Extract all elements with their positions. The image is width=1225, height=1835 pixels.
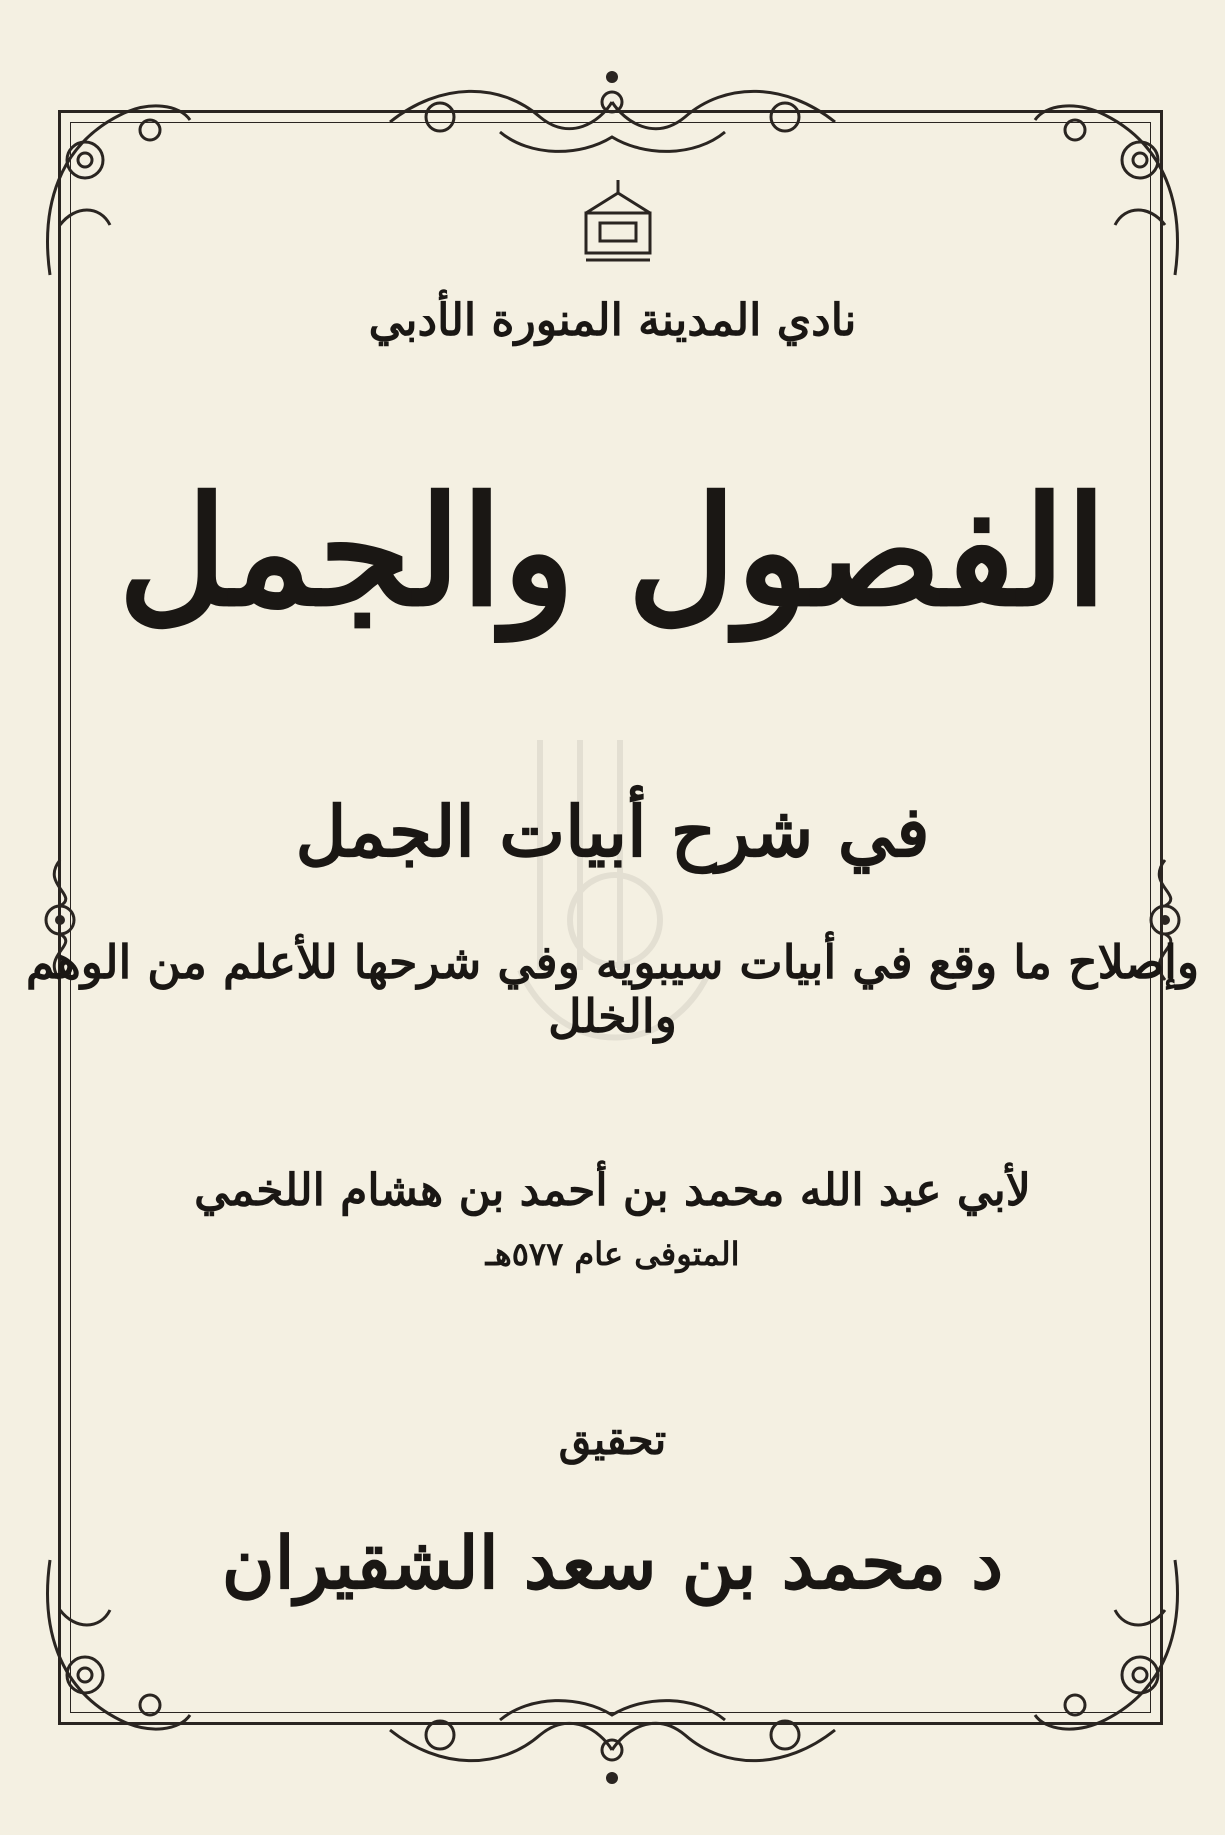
- author-death-date: المتوفى عام ٥٧٧هـ: [485, 1235, 740, 1273]
- author-name: لأبي عبد الله محمد بن أحمد بن هشام اللخمي: [194, 1165, 1031, 1216]
- corner-ornament-top-left-icon: [30, 85, 200, 285]
- top-scroll-ornament-icon: [380, 62, 845, 162]
- publisher-name: نادي المدينة المنورة الأدبي: [368, 295, 857, 346]
- editor-label: تحقيق: [558, 1415, 667, 1464]
- book-title: الفصول والجمل: [118, 464, 1107, 640]
- mosque-emblem-icon: [578, 178, 658, 268]
- book-subtitle: في شرح أبيات الجمل: [295, 790, 930, 873]
- book-description: وإصلاح ما وقع في أبيات سيبويه وفي شرحها للأعلم من الوهم والخلل: [25, 935, 1200, 1043]
- bottom-scroll-ornament-icon: [380, 1690, 845, 1790]
- editor-name: د محمد بن سعد الشقيران: [221, 1520, 1004, 1605]
- corner-ornament-top-right-icon: [1025, 85, 1195, 285]
